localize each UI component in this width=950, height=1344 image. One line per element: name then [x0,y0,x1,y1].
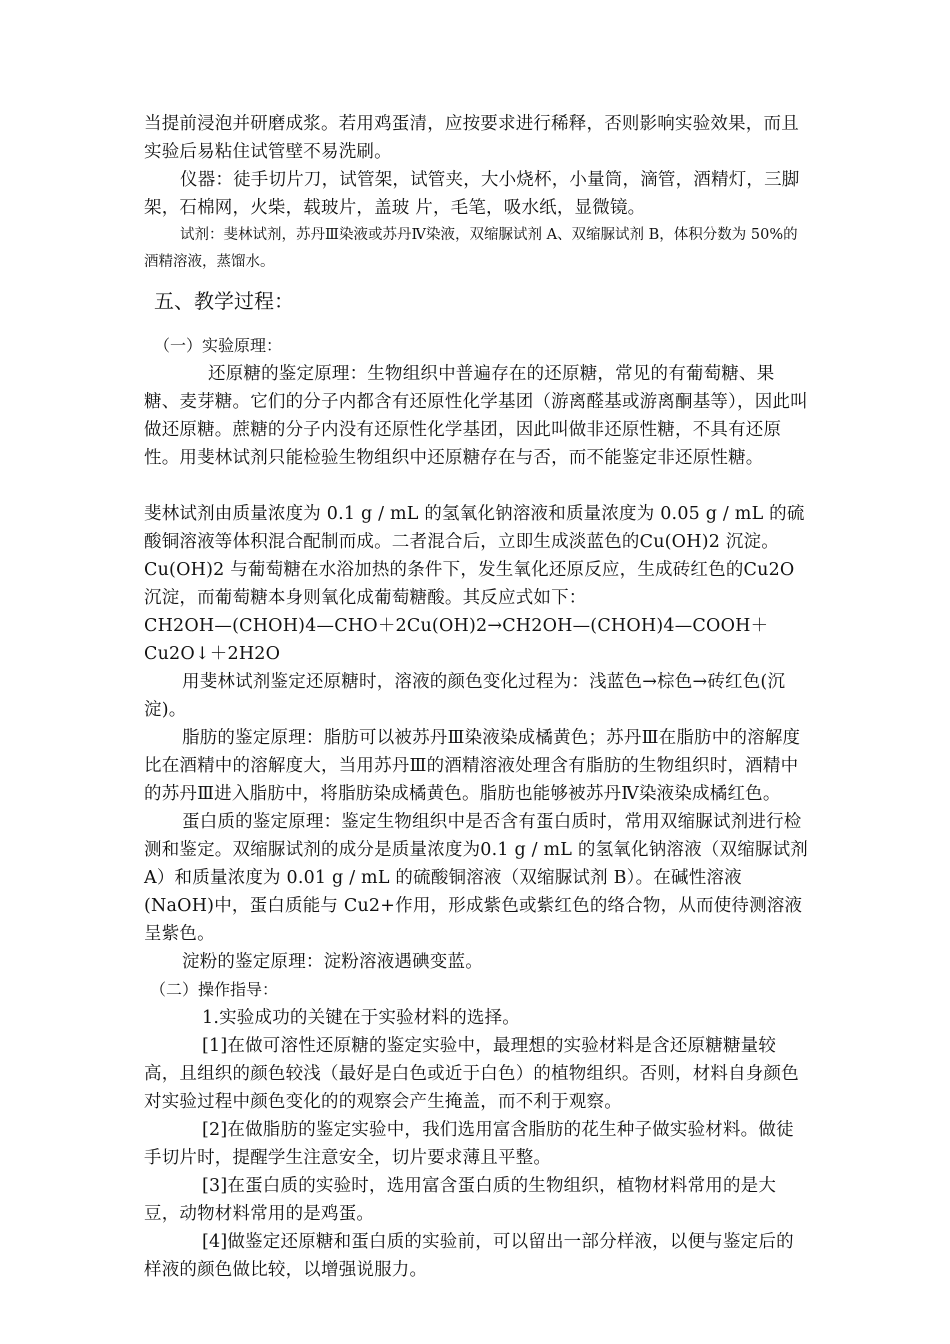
paragraph-fehling-reagent: 斐林试剂由质量浓度为 0.1 g / mL 的氢氧化钠溶液和质量浓度为 0.05 g / mL 的硫酸铜溶液等体积混合配制而成。二者混合后，立即生成淡蓝色的Cu(OH)2 沉淀。Cu(OH)2 与葡萄糖在水浴加热的条件下，发生氧化还原反应，生成砖红色的Cu2O 沉淀，而葡萄糖本身则氧化成葡萄糖酸。其反应式如下： [144,504,805,608]
paragraph-key-to-success: 1.实验成功的关键在于实验材料的选择。 [202,1008,520,1028]
paragraph-material-prep: 当提前浸泡并研磨成浆。若用鸡蛋清，应按要求进行稀释，否则影响实验效果，而且实验后易粘住试管壁不易洗刷。 [144,114,799,162]
document-page [144,110,808,1284]
subheading-operation-guide: （二）操作指导： [150,980,279,999]
paragraph-starch-principle: 淀粉的鉴定原理：淀粉溶液遇碘变蓝。 [182,952,483,972]
paragraph-guide-2: [2]在做脂肪的鉴定实验中，我们选用富含脂肪的花生种子做实验材料。做徒手切片时，提醒学生注意安全，切片要求薄且平整。 [144,1120,794,1168]
blank-line [144,472,808,500]
paragraph-color-change: 用斐林试剂鉴定还原糖时，溶液的颜色变化过程为：浅蓝色→棕色→砖红色(沉淀)。 [144,672,786,720]
paragraph-fat-principle: 脂肪的鉴定原理：脂肪可以被苏丹Ⅲ染液染成橘黄色；苏丹Ⅲ在脂肪中的溶解度比在酒精中的溶解度大，当用苏丹Ⅲ的酒精溶液处理含有脂肪的生物组织时，酒精中的苏丹Ⅲ进入脂肪中，将脂肪染成橘黄色。脂肪也能够被苏丹Ⅳ染液染成橘红色。 [144,728,801,804]
paragraph-reagents: 试剂：斐林试剂，苏丹Ⅲ染液或苏丹Ⅳ染液，双缩脲试剂 A、双缩脲试剂 B，体积分数为 50%的酒精溶液，蒸馏水。 [144,227,798,270]
reaction-equation: CH2OH—(CHOH)4—CHO＋2Cu(OH)2→CH2OH—(CHOH)4—COOH＋Cu2O↓＋2H2O [144,616,769,664]
paragraph-instruments: 仪器：徒手切片刀，试管架，试管夹，大小烧杯，小量筒，滴管，酒精灯，三脚架，石棉网，火柴，载玻片，盖玻 片，毛笔，吸水纸，显微镜。 [144,170,800,218]
paragraph-protein-principle: 蛋白质的鉴定原理：鉴定生物组织中是否含有蛋白质时，常用双缩脲试剂进行检测和鉴定。双缩脲试剂的成分是质量浓度为0.1 g / mL 的氢氧化钠溶液（双缩脲试剂 A）和质量浓度为 0.01 g / mL 的硫酸铜溶液（双缩脲试剂 B）。在碱性溶液(NaOH)中，蛋白质能与 Cu2+作用，形成紫色或紫红色的络合物，从而使待测溶液呈紫色。 [144,812,808,944]
paragraph-reducing-sugar-principle: 还原糖的鉴定原理：生物组织中普遍存在的还原糖，常见的有葡萄糖、果糖、麦芽糖。它们的分子内都含有还原性化学基团（游离醛基或游离酮基等），因此叫做还原糖。蔗糖的分子内没有还原性化学基团，因此叫做非还原性糖，不具有还原性。用斐林试剂只能检验生物组织中还原糖存在与否，而不能鉴定非还原性糖。 [144,364,808,468]
paragraph-guide-1: [1]在做可溶性还原糖的鉴定实验中，最理想的实验材料是含还原糖糖量较高，且组织的颜色较浅（最好是白色或近于白色）的植物组织。否则，材料自身颜色对实验过程中颜色变化的的观察会产生掩盖，而不利于观察。 [144,1036,799,1112]
paragraph-guide-4: [4]做鉴定还原糖和蛋白质的实验前，可以留出一部分样液，以便与鉴定后的样液的颜色做比较，以增强说服力。 [144,1232,794,1280]
section-heading-teaching-process: 五、教学过程： [154,289,294,313]
paragraph-guide-3: [3]在蛋白质的实验时，选用富含蛋白质的生物组织，植物材料常用的是大豆，动物材料常用的是鸡蛋。 [144,1176,777,1224]
subheading-experiment-principle: （一）实验原理： [154,336,283,355]
